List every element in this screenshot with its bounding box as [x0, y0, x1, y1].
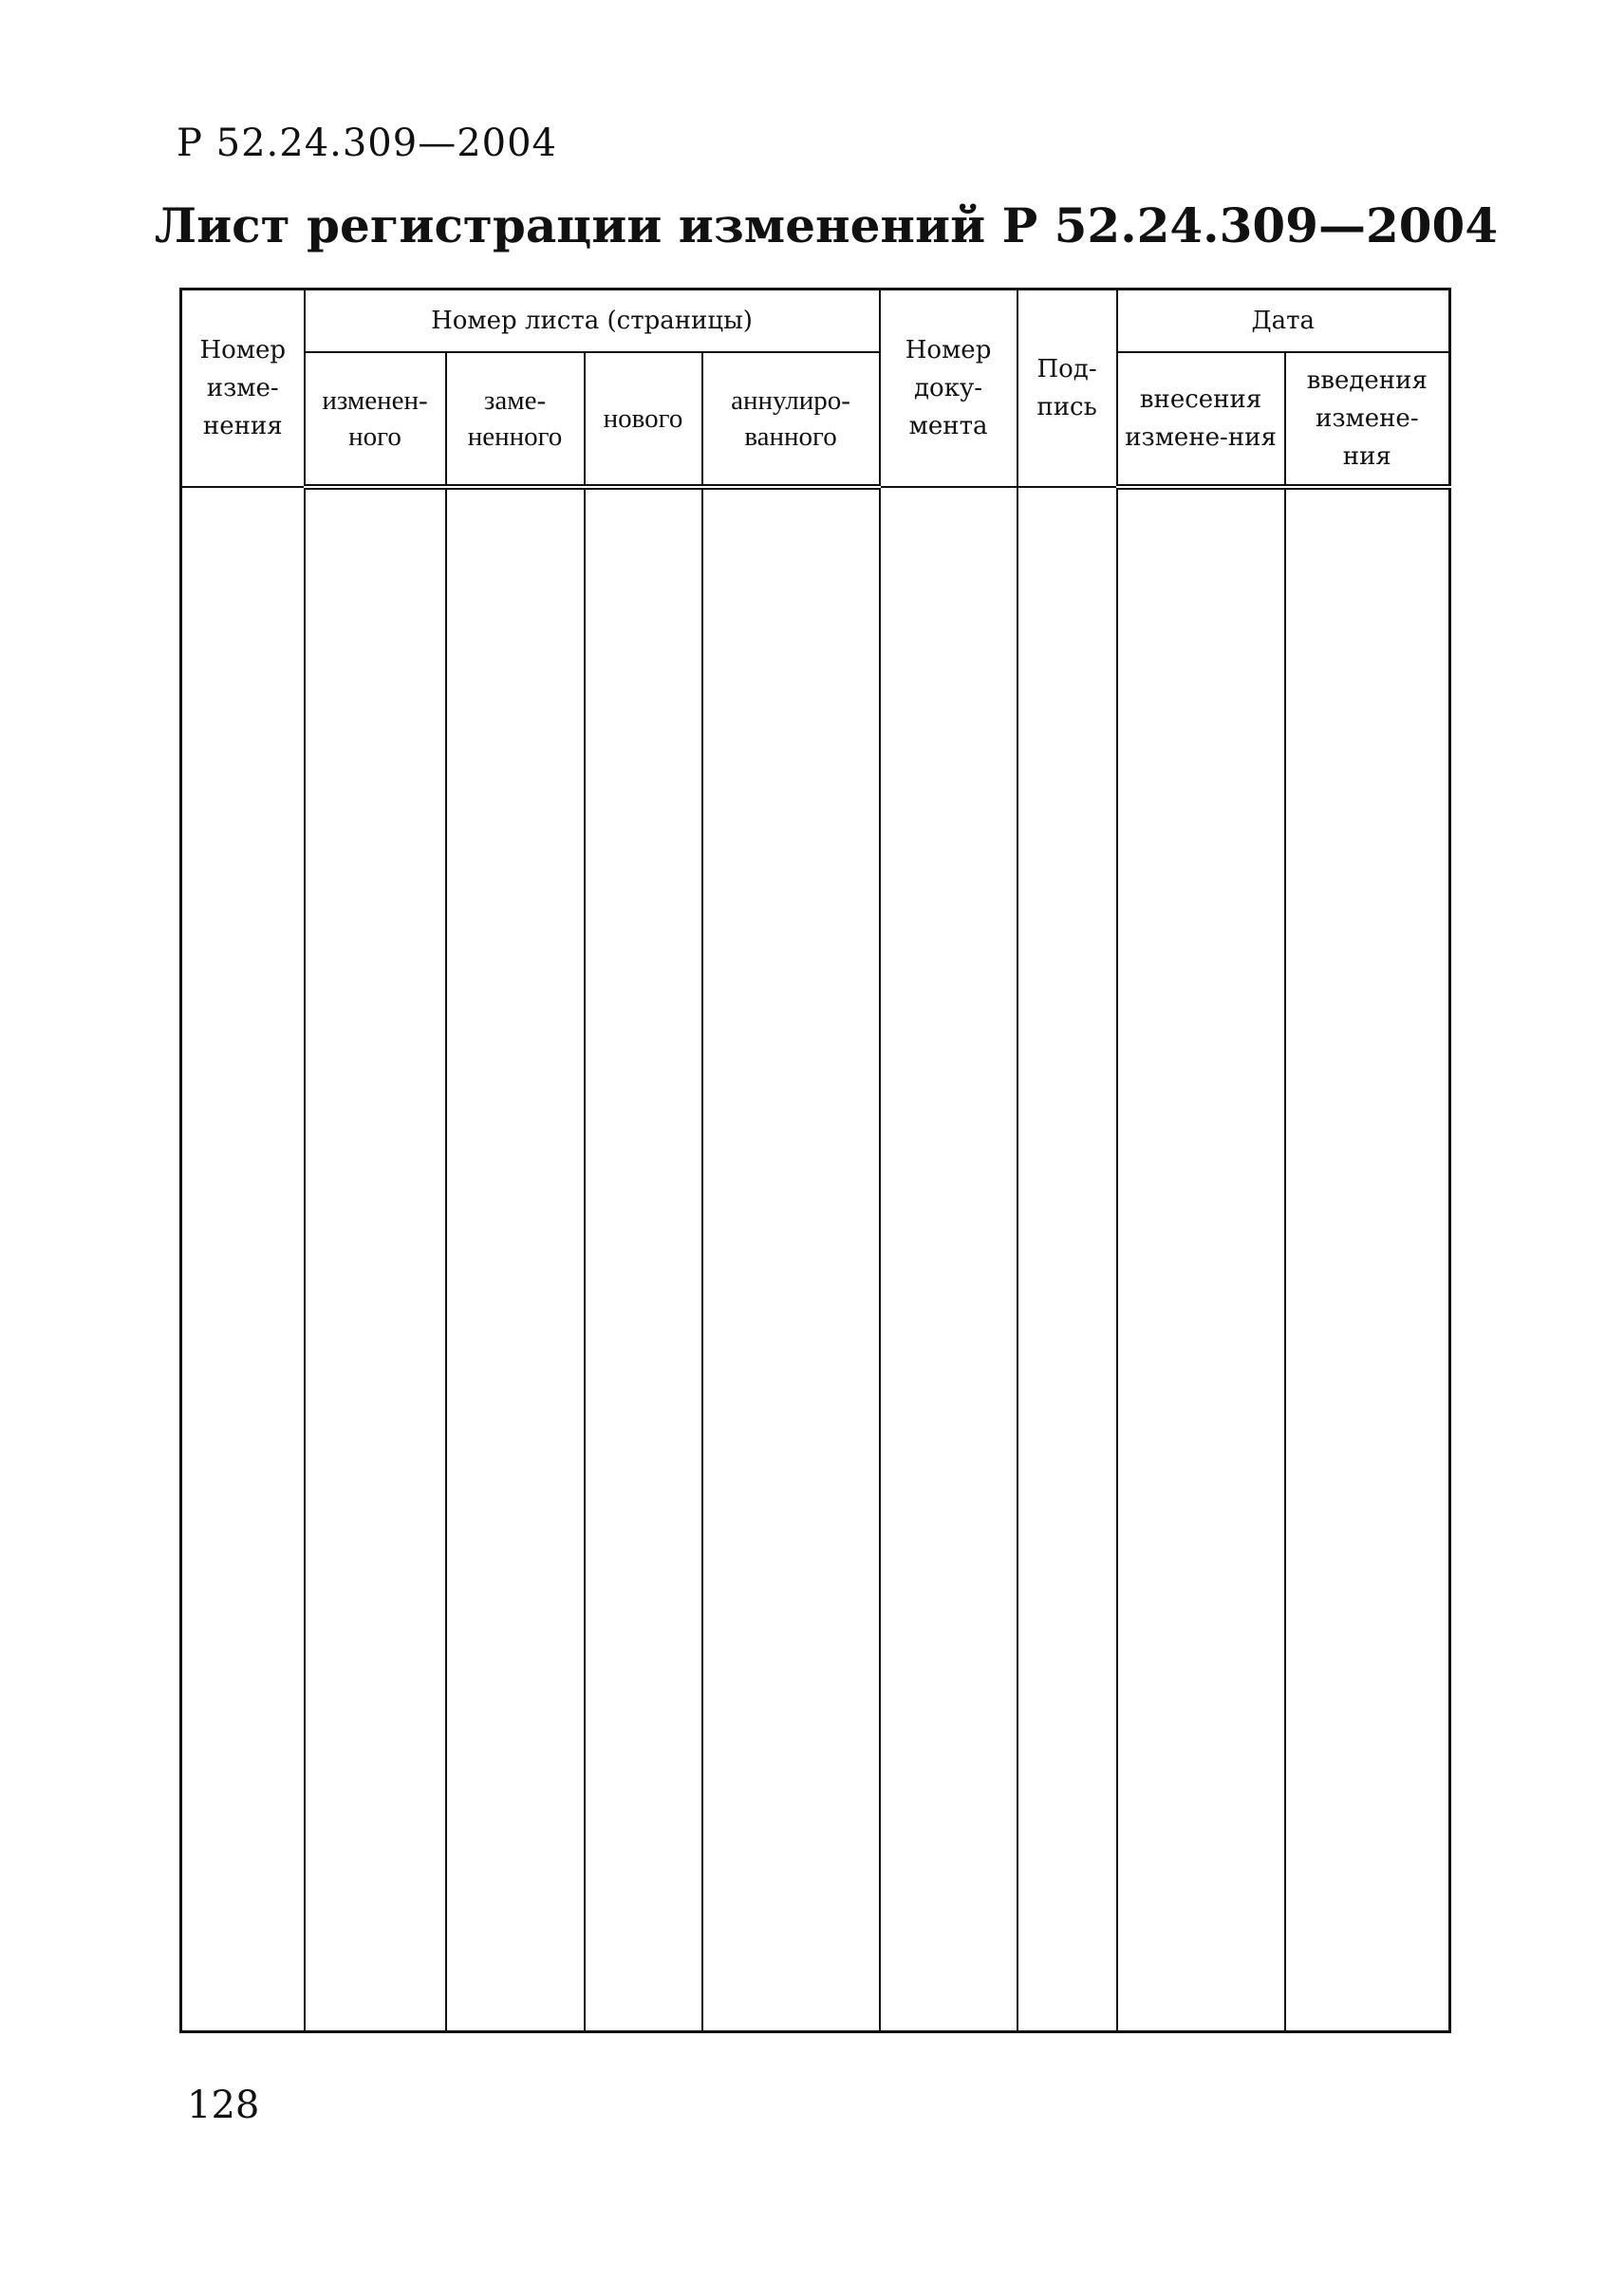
header-date-entry: внесения измене-ния [1117, 352, 1285, 487]
cell-change-number[interactable] [181, 487, 305, 2032]
header-sheet-changed: изменен-ного [305, 352, 446, 487]
header-date-group: Дата [1117, 290, 1450, 353]
table-header-row-2 [181, 352, 1450, 487]
change-registration-table-container [179, 288, 1448, 2033]
cell-signature[interactable] [1017, 487, 1117, 2032]
header-sheet-new: нового [585, 352, 702, 487]
table-body-row [181, 487, 1450, 2032]
cell-sheet-changed[interactable] [305, 487, 446, 2032]
header-sheet-replaced: заме-ненного [446, 352, 585, 487]
header-sheet-cancelled: аннулиро-ванного [702, 352, 880, 487]
cell-sheet-cancelled[interactable] [702, 487, 880, 2032]
header-date-introduction: введения измене-ния [1285, 352, 1450, 487]
table-header-row-1 [181, 290, 1450, 353]
header-change-number: Номер изме-нения [181, 290, 305, 488]
cell-sheet-replaced[interactable] [446, 487, 585, 2032]
cell-date-entry[interactable] [1117, 487, 1285, 2032]
cell-document-number[interactable] [880, 487, 1017, 2032]
cell-sheet-new[interactable] [585, 487, 702, 2032]
header-sheet-number-group: Номер листа (страницы) [305, 290, 880, 353]
cell-date-introduction[interactable] [1285, 487, 1450, 2032]
document-code: Р 52.24.309—2004 [177, 121, 557, 165]
page-number: 128 [187, 2084, 260, 2127]
change-registration-table [179, 288, 1451, 2033]
header-signature: Под-пись [1017, 290, 1117, 488]
header-document-number: Номер доку-мента [880, 290, 1017, 488]
page-title: Лист регистрации изменений Р 52.24.309—2004 [154, 197, 1499, 253]
